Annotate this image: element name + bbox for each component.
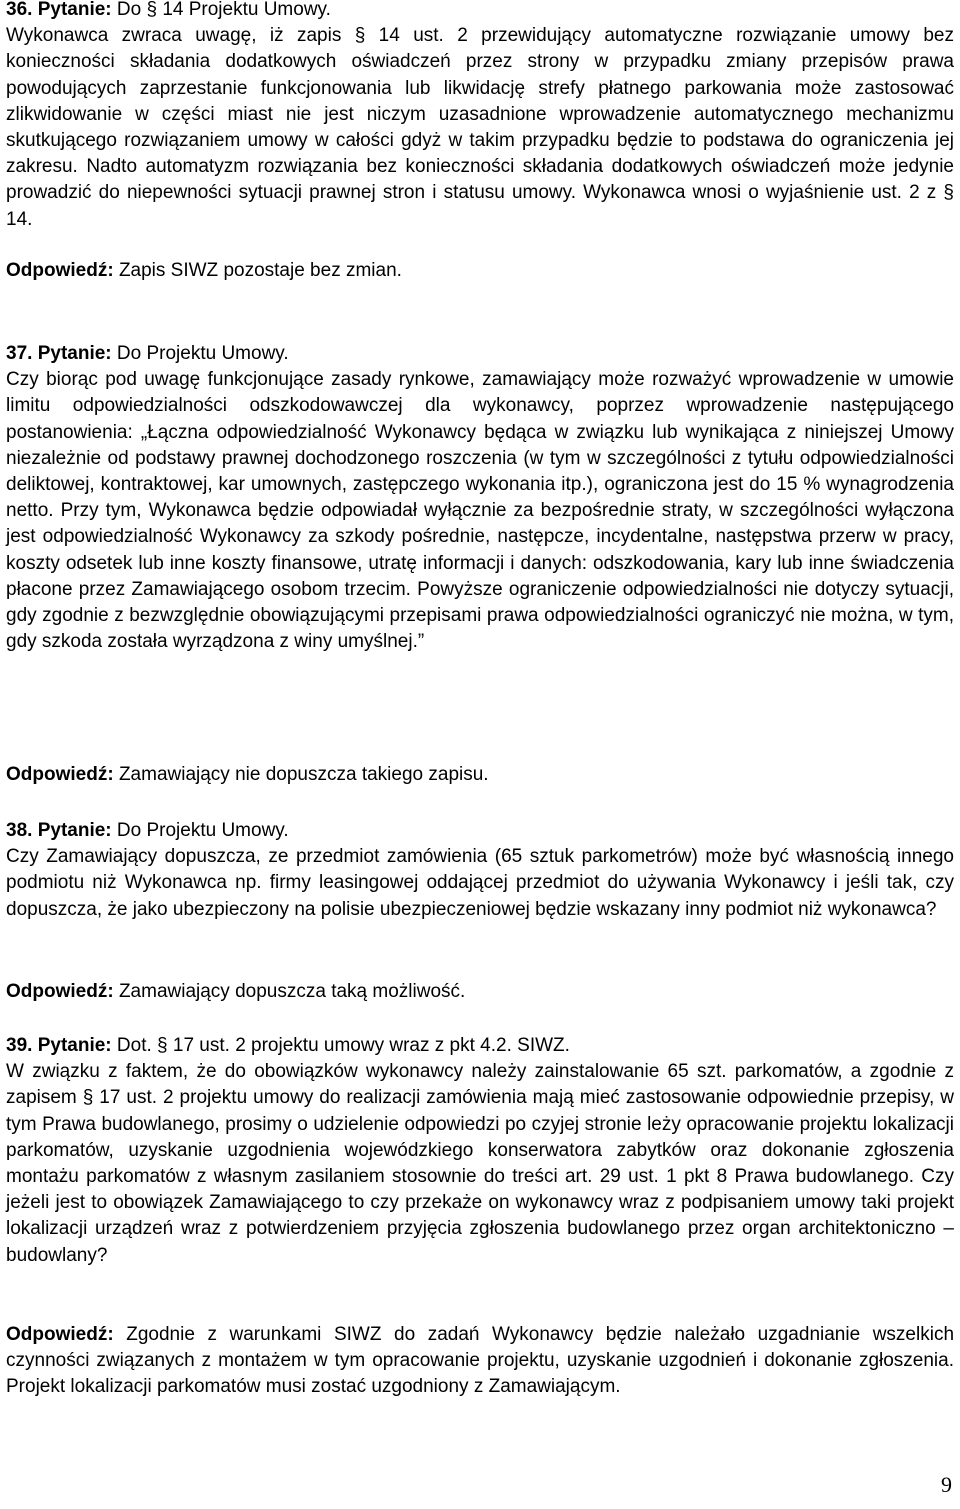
question-block-38	[6, 818, 954, 923]
question-number: 37.	[6, 343, 33, 364]
question-block-37	[6, 341, 954, 655]
answer-block-37	[6, 762, 954, 788]
answer-text: Zgodnie z warunkami SIWZ do zadań Wykonawcy będzie należało uzgadnianie wszelkich czynności związanych z montażem w tym opracowanie projektu, uzyskanie uzgodnień i dokonanie zgłoszenia. Projekt lokalizacji parkomatów musi zostać uzgodniony z Zamawiającym.	[6, 1324, 955, 1398]
question-subject: Dot. § 17 ust. 2 projektu umowy wraz z pkt 4.2. SIWZ.	[116, 1035, 570, 1056]
question-subject: Do Projektu Umowy.	[116, 820, 289, 841]
question-number: 39.	[6, 1035, 33, 1056]
question-number: 36.	[6, 0, 33, 20]
question-label: Pytanie:	[37, 0, 112, 20]
question-subject: Do § 14 Projektu Umowy.	[116, 0, 331, 20]
question-subject: Do Projektu Umowy.	[116, 343, 289, 364]
answer-label: Odpowiedź:	[6, 764, 114, 785]
question-heading	[6, 1033, 954, 1059]
answer	[6, 1322, 954, 1401]
question-label: Pytanie:	[37, 1035, 112, 1056]
answer-text: Zamawiający nie dopuszcza takiego zapisu.	[118, 764, 489, 785]
question-block-39	[6, 1033, 954, 1269]
answer-label: Odpowiedź:	[6, 260, 114, 281]
question-label: Pytanie:	[37, 820, 112, 841]
answer	[6, 762, 954, 788]
answer-text: Zapis SIWZ pozostaje bez zmian.	[118, 260, 402, 281]
answer-block-38	[6, 979, 954, 1005]
answer-label: Odpowiedź:	[6, 1324, 114, 1345]
question-heading	[6, 0, 954, 23]
question-block-36	[6, 0, 954, 233]
question-heading	[6, 818, 954, 844]
question-body: Wykonawca zwraca uwagę, iż zapis § 14 ust. 2 przewidujący automatyczne rozwiązanie umowy bez konieczności składania dodatkowych oświadczeń przez strony w przypadku zmiany przepisów prawa powodujących zaprzestanie funkcjonowania lub likwidację strefy płatnego parkowania może zastosować zlikwidowanie w części miast nie jest niczym uzasadnione wprowadzenie automatycznego mechanizmu skutkującego rozwiązaniem umowy w całości gdyż w takim przypadku będzie to podstawa do ograniczenia jej zakresu. Nadto automatyzm rozwiązania bez konieczności składania dodatkowych oświadczeń może jedynie prowadzić do niepewności sytuacji prawnej stron i statusu umowy. Wykonawca wnosi o wyjaśnienie ust. 2 z § 14.	[6, 25, 954, 230]
answer	[6, 979, 954, 1005]
answer	[6, 258, 954, 284]
page-number: 9	[941, 1472, 952, 1497]
question-number: 38.	[6, 820, 33, 841]
answer-label: Odpowiedź:	[6, 981, 114, 1002]
question-heading	[6, 341, 954, 367]
question-label: Pytanie:	[37, 343, 112, 364]
answer-text: Zamawiający dopuszcza taką możliwość.	[118, 981, 466, 1002]
question-body: Czy biorąc pod uwagę funkcjonujące zasady rynkowe, zamawiający może rozważyć wprowadzenie w umowie limitu odpowiedzialności odszkodowawczej dla wykonawcy, poprzez wprowadzenie następującego postanowienia: „Łączna odpowiedzialność Wykonawcy będąca w związku lub wynikająca z niniejszej Umowy niezależnie od podstawy prawnej dochodzonego roszczenia (w tym w szczególności z tytułu odpowiedzialności deliktowej, kontraktowej, kar umownych, zastępczego wykonania itp.), ograniczona jest do 15 % wynagrodzenia netto. Przy tym, Wykonawca będzie odpowiadał wyłącznie za bezpośrednie straty, w szczególności wyłączona jest odpowiedzialność Wykonawcy za szkody pośrednie, następcze, incydentalne, następstwa przerw w pracy, koszty odsetek lub inne koszty finansowe, utratę informacji i danych: odszkodowania, kary lub inne świadczenia płacone przez Zamawiającego osobom trzecim. Powyższe ograniczenie odpowiedzialności nie dotyczy sytuacji, gdy zgodnie z bezwzględnie obowiązującymi przepisami prawa odpowiedzialności ograniczyć nie można, w tym, gdy szkoda została wyrządzona z winy umyślnej.”	[6, 369, 954, 653]
question-body: Czy Zamawiający dopuszcza, ze przedmiot zamówienia (65 sztuk parkometrów) może być własnością innego podmiotu niż Wykonawca np. firmy leasingowej oddającej przedmiot do używania Wykonawcy i jeśli tak, czy dopuszcza, że jako ubezpieczony na polisie ubezpieczeniowej będzie wskazany inny podmiot niż wykonawca?	[6, 846, 954, 920]
question-body: W związku z faktem, że do obowiązków wykonawcy należy zainstalowanie 65 szt. parkomatów, a zgodnie z zapisem § 17 ust. 2 projektu umowy do realizacji zamówienia mają mieć zastosowanie odpowiednie przepisy, w tym Prawa budowlanego, prosimy o udzielenie odpowiedzi po czyjej stronie leży opracowanie projektu lokalizacji parkomatów, uzyskanie uzgodnienia wojewódzkiego konserwatora zabytków oraz dokonanie zgłoszenia montażu parkomatów z własnym zasilaniem stosownie do treści art. 29 ust. 1 pkt 8 Prawa budowlanego. Czy jeżeli jest to obowiązek Zamawiającego to czy przekaże on wykonawcy wraz z podpisaniem umowy taki projekt lokalizacji urządzeń wraz z potwierdzeniem przyjęcia zgłoszenia budowlanego przez organ architektoniczno – budowlany?	[6, 1061, 954, 1266]
answer-block-39	[6, 1322, 954, 1401]
answer-block-36	[6, 258, 954, 284]
